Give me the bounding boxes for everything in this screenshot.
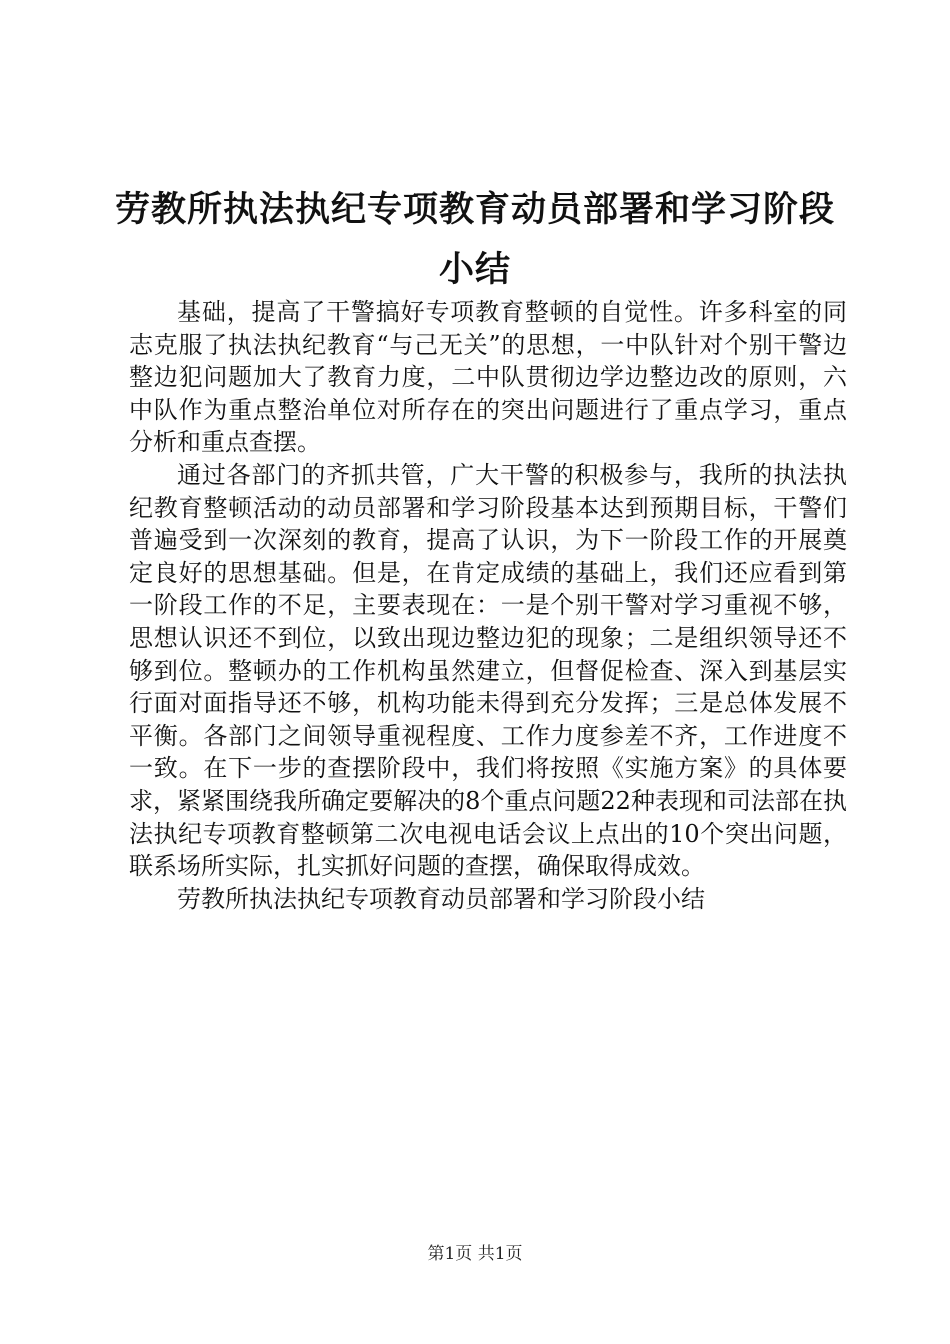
document-title: 劳教所执法执纪专项教育动员部署和学习阶段 xyxy=(114,189,835,230)
closing-title-line: 劳教所执法执纪专项教育动员部署和学习阶段小结 xyxy=(177,884,705,913)
page-number-footer: 第1页 共1页 xyxy=(427,1244,523,1264)
document-title-continued: 小结 xyxy=(438,249,511,290)
document-body xyxy=(129,296,847,915)
paragraph: 基础，提高了干警搞好专项教育整顿的自觉性。许多科室的同志克服了执法执纪教育“与己无关”的思想，一中队针对个别干警边整边犯问题加大了教育力度，二中队贯彻边学边整边改的原则，六中队作为重点整治单位对所存在的突出问题进行了重点学习，重点分析和重点查摆。 xyxy=(129,298,847,457)
paragraph: 通过各部门的齐抓共管，广大干警的积极参与，我所的执法执纪教育整顿活动的动员部署和学习阶段基本达到预期目标，干警们普遍受到一次深刻的教育，提高了认识，为下一阶段工作的开展奠定良好的思想基础。但是，在肯定成绩的基础上，我们还应看到第一阶段工作的不足，主要表现在：一是个别干警对学习重视不够，思想认识还不到位，以致出现边整边犯的现象；二是组织领导还不够到位。整顿办的工作机构虽然建立，但督促检查、深入到基层实行面对面指导还不够，机构功能未得到充分发挥；三是总体发展不平衡。各部门之间领导重视程度、工作力度参差不齐，工作进度不一致。在下一步的查摆阶段中，我们将按照《实施方案》的具体要求，紧紧围绕我所确定要解决的8个重点问题22种表现和司法部在执法执纪专项教育整顿第二次电视电话会议上点出的10个突出问题，联系场所实际，扎实抓好问题的查摆，确保取得成效。 xyxy=(129,460,847,881)
